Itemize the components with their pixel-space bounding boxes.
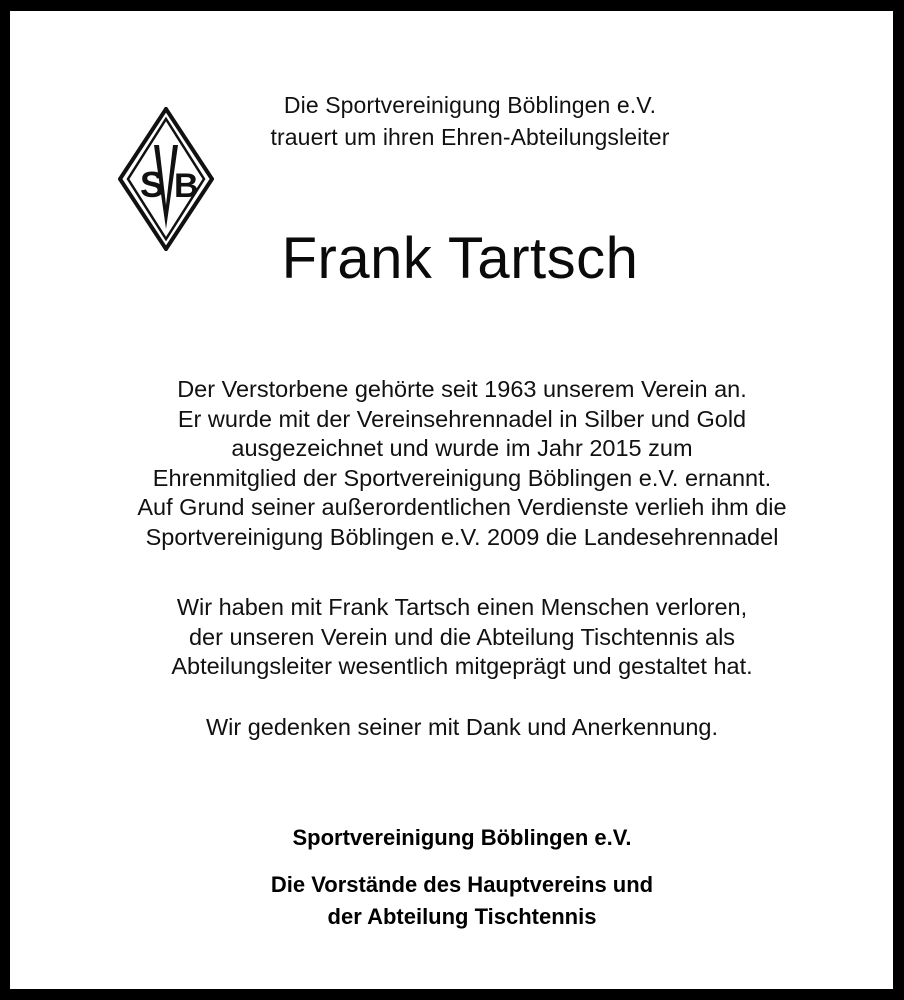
signature-organization-name: Sportvereinigung Böblingen e.V. <box>292 825 632 850</box>
biography-line: Er wurde mit der Vereinsehrennadel in Silber und Gold <box>177 405 747 432</box>
biography-paragraph <box>70 375 854 552</box>
tribute-line: Abteilungsleiter wesentlich mitgeprägt und gestaltet hat. <box>171 653 753 679</box>
tribute-paragraph <box>70 593 854 682</box>
remembrance-line: Wir gedenken seiner mit Dank und Anerkennung. <box>205 714 719 740</box>
logo-letter-b: B <box>174 167 199 205</box>
header-line-mourns: trauert um ihren Ehren-Abteilungsleiter <box>270 124 670 150</box>
biography-line: Sportvereinigung Böblingen e.V. 2009 die Landesehrennadel <box>145 523 779 550</box>
tribute-line: der unseren Verein und die Abteilung Tischtennis als <box>188 623 736 650</box>
signature-organization <box>70 823 854 853</box>
biography-line: Auf Grund seiner außerordentlichen Verdienste verlieh ihm die <box>137 494 787 520</box>
signature-boards-line: der Abteilung Tischtennis <box>327 904 597 929</box>
remembrance-paragraph <box>70 713 854 743</box>
biography-line: Ehrenmitglied der Sportvereinigung Böblingen e.V. ernannt. <box>152 464 772 491</box>
header-intro <box>190 89 750 153</box>
deceased-name: Frank Tartsch <box>281 226 639 291</box>
logo-letter-s: S <box>140 164 165 205</box>
biography-line: Der Verstorbene gehörte seit 1963 unserem Verein an. <box>177 376 747 402</box>
header-line-club: Die Sportvereinigung Böblingen e.V. <box>283 92 657 118</box>
tribute-line: Wir haben mit Frank Tartsch einen Menschen verloren, <box>176 594 748 620</box>
signature-boards <box>70 869 854 933</box>
signature-boards-line: Die Vorstände des Hauptvereins und <box>270 872 654 897</box>
biography-line: ausgezeichnet und wurde im Jahr 2015 zum <box>231 435 693 461</box>
